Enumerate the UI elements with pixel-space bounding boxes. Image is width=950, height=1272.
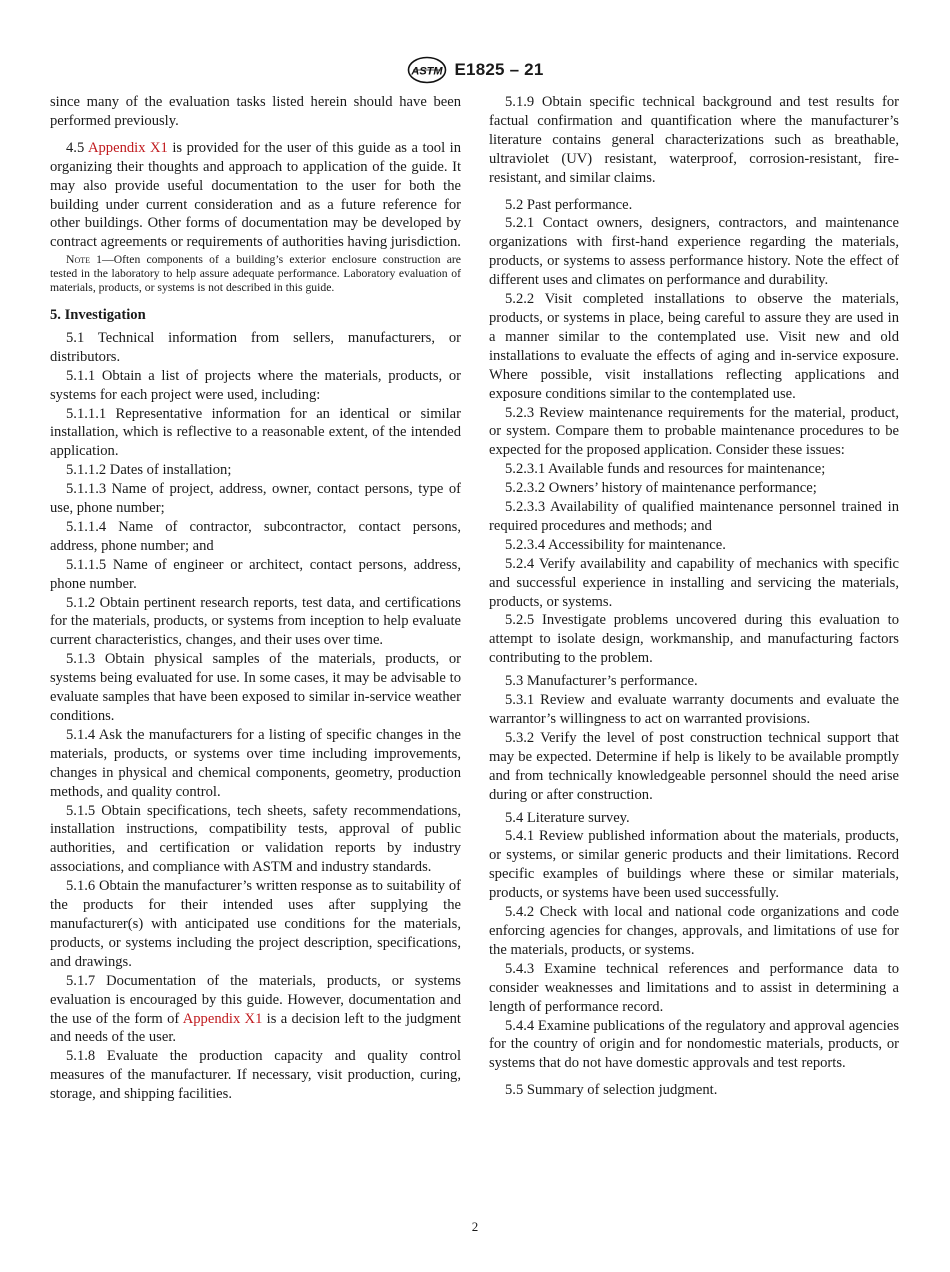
paragraph-5-2-3-2: 5.2.3.2 Owners’ history of maintenance performance; xyxy=(505,480,817,497)
appendix-x1-link[interactable]: Appendix X1 xyxy=(182,1010,263,1027)
page-header xyxy=(0,56,950,84)
paragraph-5-2-4: 5.2.4 Verify availability and capability of mechanics with specific and successful experience in installing and servicing the materials, products, or systems. xyxy=(489,555,899,610)
note-1: Note 1—Often components of a building’s exterior enclosure construction are tested in the laboratory to help assure adequate performance. Laboratory evaluation of materials, products, or systems is not described in this guide. xyxy=(50,253,461,295)
paragraph-5-1-4: 5.1.4 Ask the manufacturers for a listing of specific changes in the materials, products, or systems over time including improvements, changes in physical and chemical components, geometry, production methods, and quality control. xyxy=(50,726,461,800)
paragraph-5-1-1-1: 5.1.1.1 Representative information for an identical or similar installation, which is reflective to a reasonable extent, of the intended application. xyxy=(50,405,461,460)
paragraph-5-4: 5.4 Literature survey. xyxy=(505,809,630,826)
right-column xyxy=(489,93,899,1100)
paragraph-5-2-3: 5.2.3 Review maintenance requirements for the material, product, or system. Compare them to probable maintenance procedures to be expected for the proposed application. Consider these issues: xyxy=(489,404,899,459)
paragraph-5-5: 5.5 Summary of selection judgment. xyxy=(505,1082,718,1099)
paragraph-5-1-8: 5.1.8 Evaluate the production capacity and quality control measures of the manufacturer. If necessary, visit production, curing, storage, and shipping facilities. xyxy=(50,1048,461,1103)
paragraph-5-1-5: 5.1.5 Obtain specifications, tech sheets, safety recommendations, installation instructions, compatibility tests, approval of public authorities, and certification or validation reports by industry associations, and compliance with ASTM and industry standards. xyxy=(50,802,461,876)
paragraph-5-3-1: 5.3.1 Review and evaluate warranty documents and evaluate the warrantor’s willingness to act on warranted provisions. xyxy=(489,692,899,727)
paragraph-5-2-3-4: 5.2.3.4 Accessibility for maintenance. xyxy=(505,536,726,553)
paragraph-5-1-1: 5.1.1 Obtain a list of projects where the materials, products, or systems for each project were used, including: xyxy=(50,367,461,403)
carry-over-paragraph: since many of the evaluation tasks listed herein should have been performed previously. xyxy=(50,94,461,129)
svg-text:ASTM: ASTM xyxy=(410,65,443,78)
paragraph-5-1-2: 5.1.2 Obtain pertinent research reports, test data, and certifications for the materials, products, or systems from inception to help evaluate current characteristics, changes, and their uses over time. xyxy=(50,594,461,649)
paragraph-5-1-9: 5.1.9 Obtain specific technical background and test results for factual confirmation and quantification where the manufacturer’s literature contains general characterizations such as breathable, ultraviolet (UV) resistant, waterproof, corrosion-resistant, fire-resistant, and similar claims. xyxy=(489,94,899,186)
paragraph-5-1: 5.1 Technical information from sellers, manufacturers, or distributors. xyxy=(50,329,461,365)
paragraph-5-4-4: 5.4.4 Examine publications of the regulatory and approval agencies for the country of origin and for nondomestic materials, products, or systems that do not have domestic approvals and test reports. xyxy=(489,1017,899,1072)
standard-designation: E1825 – 21 xyxy=(454,60,544,79)
paragraph-5-2-5: 5.2.5 Investigate problems uncovered during this evaluation to attempt to isolate design, workmanship, and manufacturing factors contributing to the problem. xyxy=(489,612,899,667)
paragraph-5-1-1-5: 5.1.1.5 Name of engineer or architect, contact persons, address, phone number. xyxy=(50,556,461,592)
paragraph-5-1-3: 5.1.3 Obtain physical samples of the materials, products, or systems being evaluated for use. In some cases, it may be advisable to evaluate samples that have been exposed to similar in-service weather conditions. xyxy=(50,651,461,724)
paragraph-5-2-2: 5.2.2 Visit completed installations to observe the materials, products, or systems in place, being careful to assure they are used in a manner similar to the contemplated use. Visit new and old installations to evaluate the effects of aging and in-service exposure. Where possible, visit installations reflecting applications and exposure conditions similar to the contemplated use. xyxy=(489,291,899,402)
paragraph-5-1-6: 5.1.6 Obtain the manufacturer’s written response as to suitability of the products for their intended uses after supplying the manufacturer(s) with anticipated use conditions for the materials, products, or systems including the project description, specifications, and drawings. xyxy=(50,878,461,970)
paragraph-5-1-7: 5.1.7 Documentation of the materials, products, or systems evaluation is encouraged by this guide. However, documentation and the use of the form of Appendix X1 is a decision left to the judgment and needs of the user. xyxy=(50,972,461,1046)
paragraph-5-2-3-1: 5.2.3.1 Available funds and resources for maintenance; xyxy=(505,461,826,478)
section-heading: 5. Investigation xyxy=(50,306,146,323)
paragraph-5-2-3-3: 5.2.3.3 Availability of qualified maintenance personnel trained in required procedures and methods; and xyxy=(489,499,899,534)
page-number: 2 xyxy=(471,1219,479,1234)
paragraph-4-5: 4.5 Appendix X1 is provided for the user of this guide as a tool in organizing their thoughts and approach to application of the guide. It may also provide useful documentation to the user for both the building under current consideration and as a future reference for other buildings. Other forms of documentation may be developed by contract agreements or requirements of authorities having jurisdiction. xyxy=(50,139,462,251)
paragraph-5-3: 5.3 Manufacturer’s performance. xyxy=(505,673,698,690)
astm-logo-icon xyxy=(407,56,447,84)
paragraph-5-4-3: 5.4.3 Examine technical references and performance data to consider weaknesses and limitations and to assist in determining a length of performance record. xyxy=(489,960,899,1015)
paragraph-5-4-2: 5.4.2 Check with local and national code organizations and code enforcing agencies for changes, approvals, and limitations of use for the materials, products, or systems. xyxy=(489,904,899,958)
note-label: Note 1 xyxy=(66,253,103,267)
paragraph-5-2: 5.2 Past performance. xyxy=(505,196,633,213)
paragraph-5-1-1-3: 5.1.1.3 Name of project, address, owner, contact persons, type of use, phone number; xyxy=(50,481,461,517)
paragraph-5-4-1: 5.4.1 Review published information about the materials, products, or systems, or similar generic products and their limitations. Record specific examples of buildings where these or similar materials, products, or systems have been used successfully. xyxy=(489,828,899,902)
paragraph-5-2-1: 5.2.1 Contact owners, designers, contractors, and maintenance organizations with first-hand experience regarding the materials, products, or systems to assess performance history. Note the effect of different uses and climates on performance and durability. xyxy=(489,215,899,289)
paragraph-5-3-2: 5.3.2 Verify the level of post construction technical support that may be expected. Determine if help is likely to be available promptly and from technically knowledgeable personnel should the need arise during or after construction. xyxy=(489,729,899,803)
paragraph-5-1-1-4: 5.1.1.4 Name of contractor, subcontractor, contact persons, address, phone number; and xyxy=(50,518,461,554)
paragraph-5-1-1-2: 5.1.1.2 Dates of installation; xyxy=(66,462,232,479)
appendix-x1-link[interactable]: Appendix X1 xyxy=(87,139,168,156)
left-column xyxy=(50,93,461,1104)
